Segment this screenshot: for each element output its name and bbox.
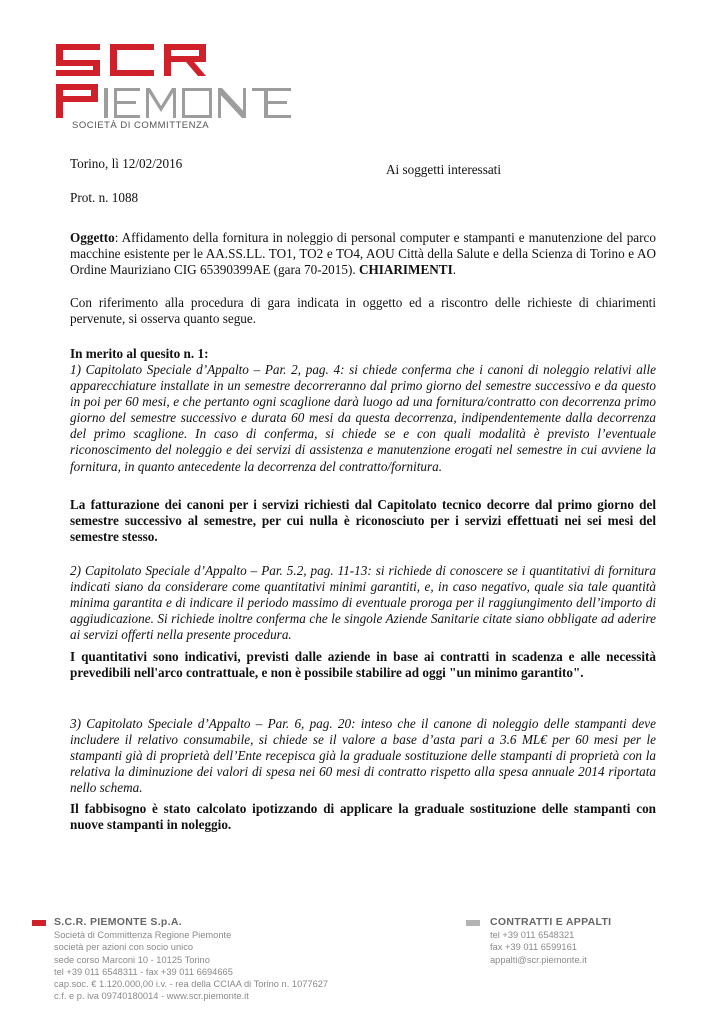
footer-company-line: società per azioni con socio unico [54,942,194,953]
footer-company-line: cap.soc. € 1.120.000,00 i.v. - rea della CCIAA di Torino n. 1077627 [54,979,329,990]
subject-text: : Affidamento della fornitura in noleggio di personal computer e stampanti e manutenzione del parco macchine esistente per le AA.SS.LL. TO1, TO2 e TO4, AOU Città della Salute e della Scienza di Torino e AO Ordine Mauriziano CIG 65390399AE (gara 70-2015). [70,230,656,278]
answer-2: I quantitativi sono indicativi, previsti dalle aziende in base ai contratti in scadenza e alle necessità prevedibili nell'arco contrattuale, e non è possibile stabilire ad oggi "un minimo garantito". [70,649,656,681]
subject-end: . [452,262,457,278]
protocol-number: Prot. n. 1088 [70,190,139,205]
recipient: Ai soggetti interessati [386,162,502,177]
footer-contracts-phone: tel +39 011 6548321 [490,930,575,941]
subject-paragraph [70,230,656,278]
footer-company-line: Società di Committenza Regione Piemonte [54,930,232,941]
footer-red-mark [32,920,46,926]
place-date: Torino, lì 12/02/2016 [70,156,183,171]
question-3: 3) Capitolato Speciale d’Appalto – Par. 6, pag. 20: inteso che il canone di noleggio delle stampanti deve includere il relativo consumabile, si chiede se il valore a base d’asta pari a 3.6 ML€ per 60 mesi per le stampanti già di proprietà dell’Ente recepisca già la graduale sostituzione delle stampanti di proprietà con la relativa la diminuzione dei valori di spesa nei 60 mesi di contratto rispetto alla spesa annuale 2014 riportata nello schema. [70,716,656,796]
subject-tag: CHIARIMENTI [358,262,453,278]
answer-3: Il fabbisogno è stato calcolato ipotizzando di applicare la graduale sostituzione delle stampanti con nuove stampanti in noleggio. [70,801,656,833]
footer-contracts-title: CONTRATTI E APPALTI [490,916,612,928]
logo-letter-e [265,88,295,118]
footer-company-title: S.C.R. PIEMONTE S.p.A. [54,916,182,928]
footer-contracts [490,916,611,966]
footer-company [54,916,328,1002]
footer-company-line: c.f. e p. iva 09740180014 - www.scr.piemonte.it [54,991,249,1002]
footer-grey-mark [466,920,480,926]
question-1: 1) Capitolato Speciale d’Appalto – Par. 2, pag. 4: si chiede conferma che i canoni di noleggio relativi alle apparecchiature installate in un semestre decorreranno dal primo giorno del semestre successivo e da questo in poi per 60 mesi, e che pertanto ogni scaglione darà luogo ad una fornitura/contratto con decorrenza primo giorno del semestre successivo e durata 60 mesi da questa decorrenza, indipendentemente dalla decorrenza del primo scaglione. In caso di conferma, si chiede se e con quali modalità è previsto l’eventuale riconoscimento del noleggio e dei servizi di assistenza e manutenzione erogati nel semestre in cui avviene la fornitura, in quanto antecedente la decorrenza del contratto/fornitura. [70,362,656,474]
logo-subtitle: SOCIETÀ DI COMMITTENZA [72,120,210,131]
footer-company-line: sede corso Marconi 10 - 10125 Torino [54,954,210,965]
footer-contracts-email: appalti@scr.piemonte.it [490,954,587,965]
intro-paragraph: Con riferimento alla procedura di gara indicata in oggetto ed a riscontro delle richieste di chiarimenti pervenute, si osserva quanto segue. [70,295,656,327]
section-heading: In merito al quesito n. 1: [70,346,209,361]
answer-1: La fatturazione dei canoni per i servizi richiesti dal Capitolato tecnico decorre dal primo giorno del semestre successivo al semestre, per cui nulla è riconosciuto per i servizi effettuati nei sei mesi del semestre stesso. [70,497,656,545]
question-2: 2) Capitolato Speciale d’Appalto – Par. 5.2, pag. 11-13: si richiede di conoscere se i quantitativi di fornitura indicati siano da considerare come quantitativi minimi garantiti, e, in caso negativo, quale sia tale quantità minima garantita e di indicare il periodo massimo di eventuale proroga per il raggiungimento dell’importo di aggiudicazione. Si richiede inoltre conferma che le singole Aziende Sanitarie citate siano obbligate ad aderire ai servizi offerti nella presente procedura. [70,563,656,643]
subject-label: Oggetto [70,230,115,245]
footer-contracts-fax: fax +39 011 6599161 [490,942,577,953]
footer-company-line: tel +39 011 6548311 - fax +39 011 6694665 [54,966,233,977]
